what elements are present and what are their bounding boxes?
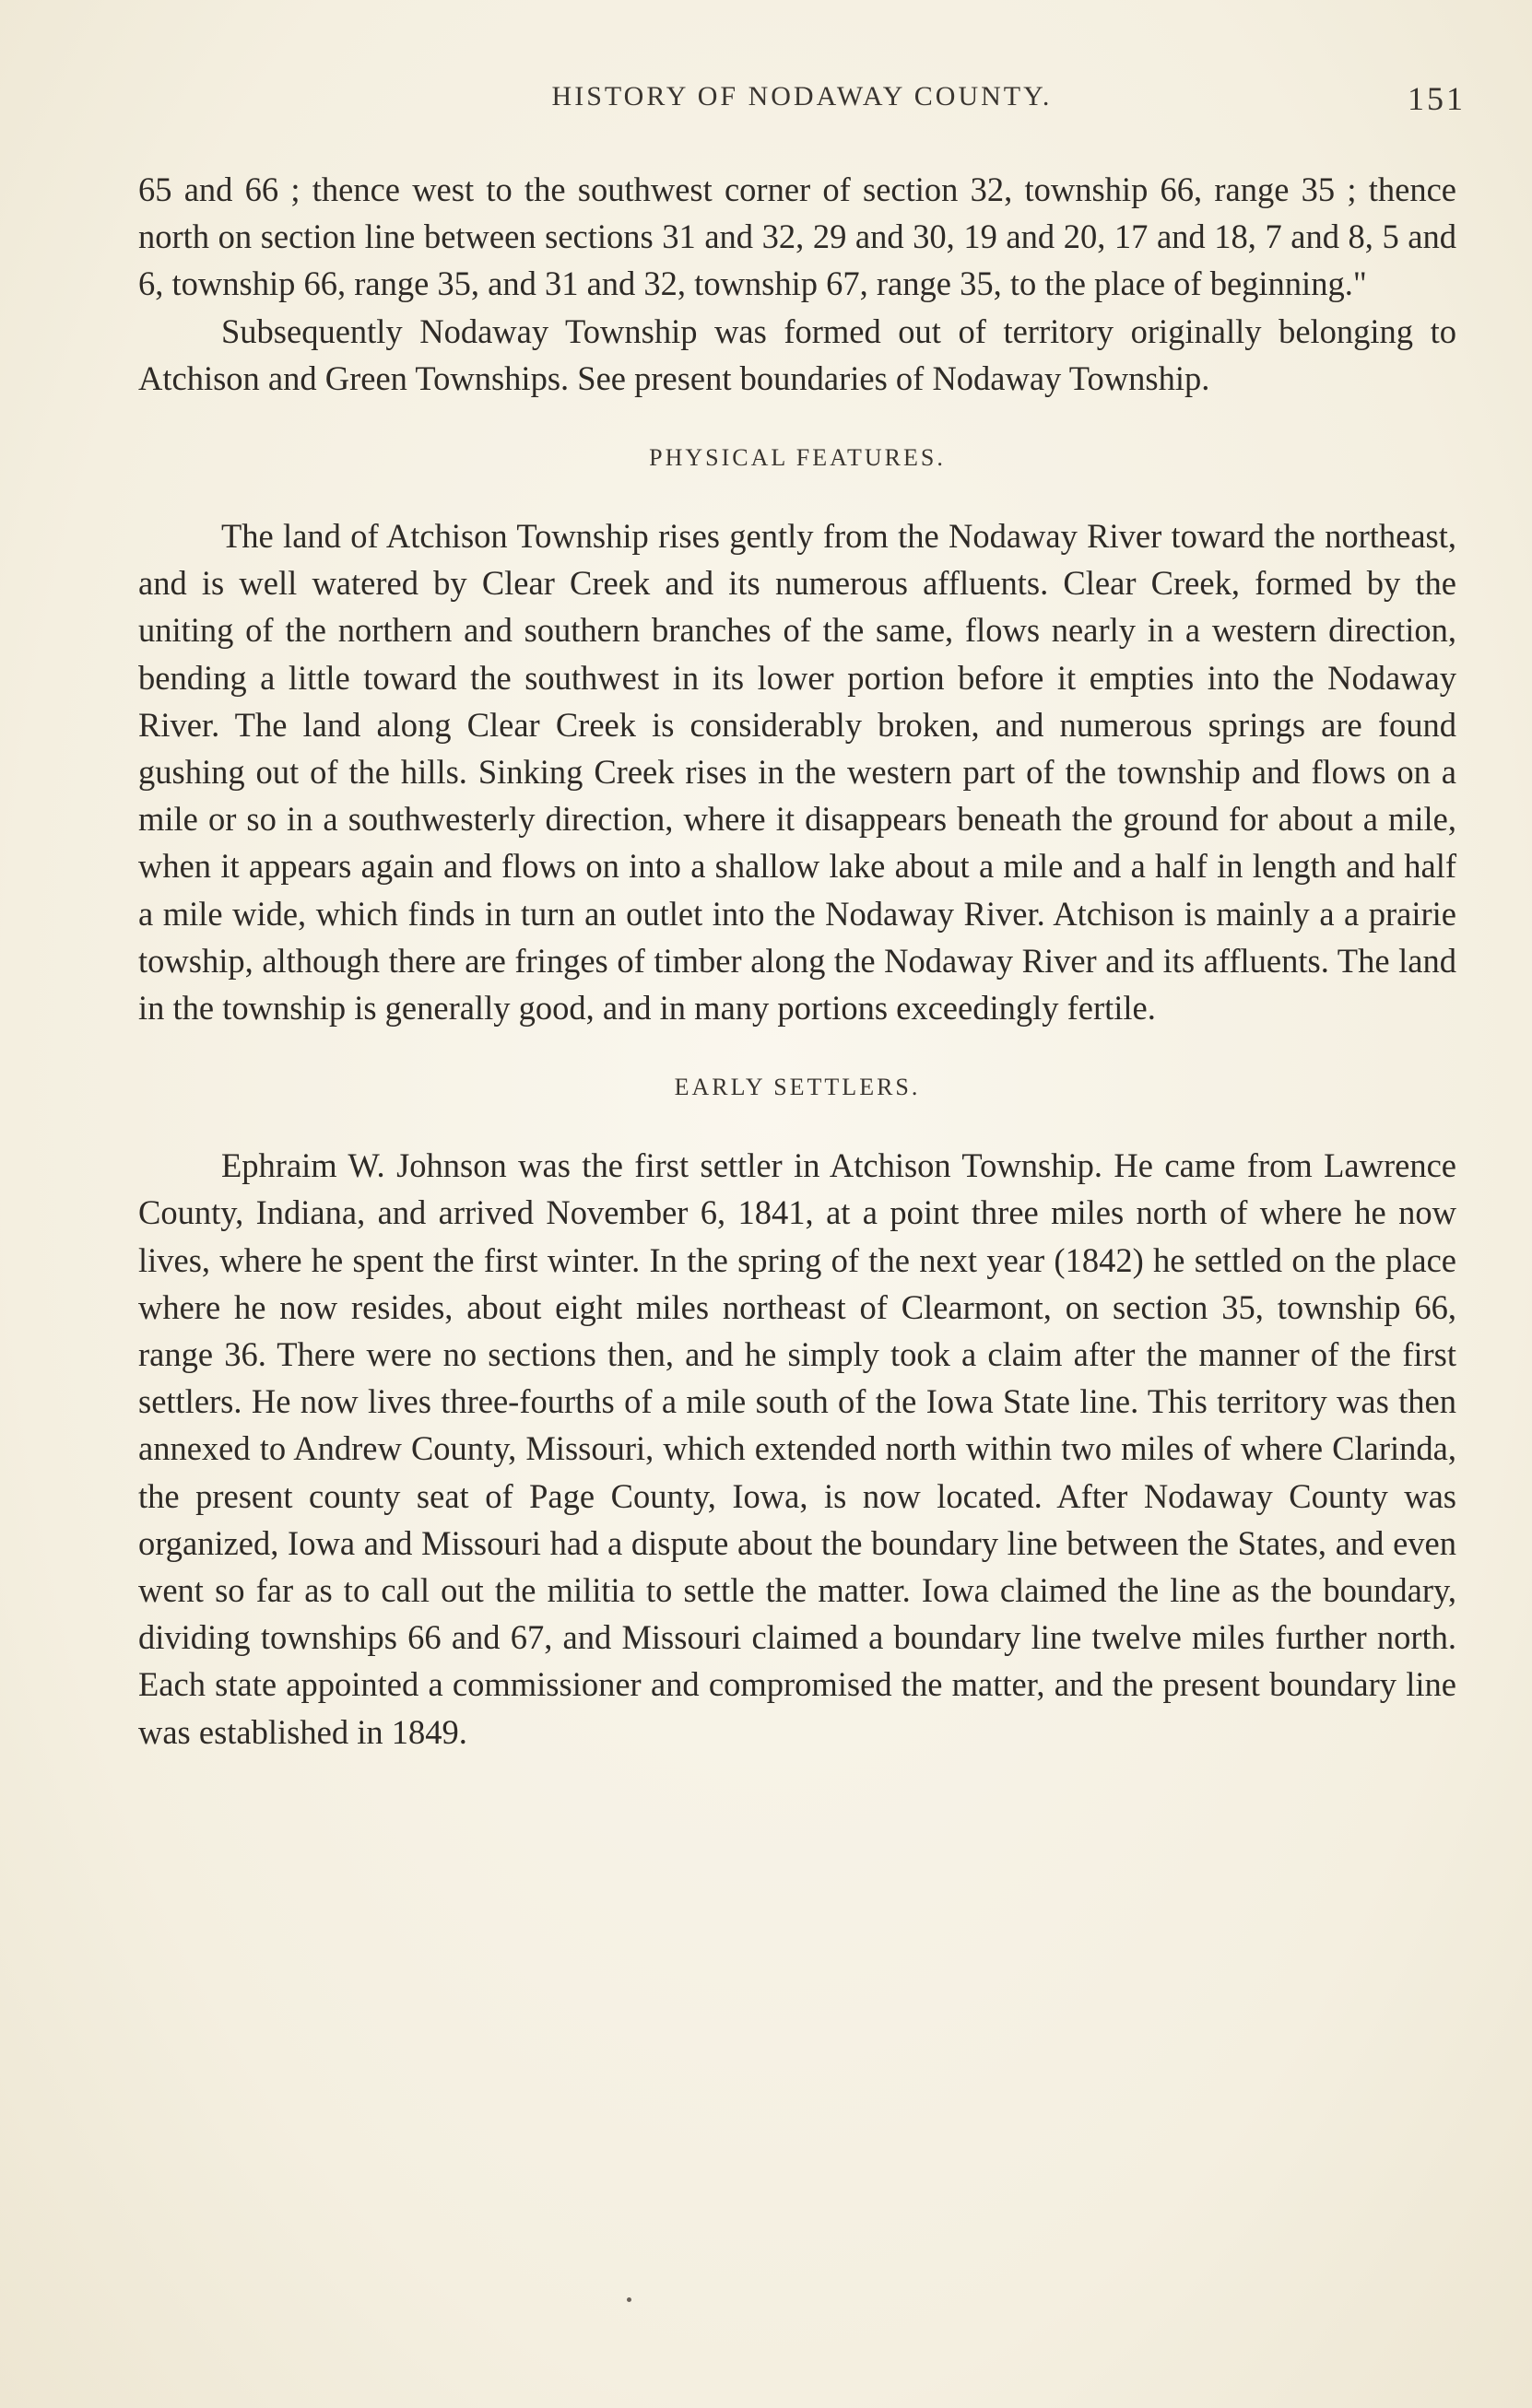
running-title: HISTORY OF NODAWAY COUNTY. (551, 81, 1053, 112)
paragraph-continued: 65 and 66 ; thence west to the southwest corner of section 32, township 66, range 35 ; thence north on section line between sections 31 and 32, 29 and 30, 19 and 20, 17 and 18, 7 and 8, 5 and 6, township 66, range 35, and 31 and 32, township 67, range 35, to the place of beginning." (138, 170, 1456, 303)
ink-speck (627, 2297, 631, 2302)
running-head (138, 81, 1466, 127)
heading-early-settlers: EARLY SETTLERS. (674, 1074, 921, 1101)
paragraph-physical-features: The land of Atchison Township rises gently from the Nodaway River toward the northeast, and is well watered by Clear Creek and its numerous affluents. Clear Creek, formed by the uniting of the northern and southern branches of the same, flows nearly in a western direction, bending a little toward the southwest in its lower portion before it empties into the Nodaway River. The land along Clear Creek is considerably broken, and numerous springs are found gushing out of the hills. Sinking Creek rises in the western part of the township and flows on a mile or so in a southwesterly direction, where it disappears beneath the ground for about a mile, when it appears again and flows on into a shallow lake about a mile and a half in length and half a mile wide, which finds in turn an outlet into the Nodaway River. Atchison is mainly a a prairie towship, although there are fringes of timber along the Nodaway River and its affluents. The land in the township is generally good, and in many portions exceedingly fertile. (138, 517, 1456, 1028)
paragraph-early-settlers: Ephraim W. Johnson was the first settler in Atchison Township. He came from Lawrence County, Indiana, and arrived November 6, 1841, at a point three miles north of where he now lives, where he spent the first winter. In the spring of the next year (1842) he settled on the place where he now resides, about eight miles northeast of Clearmont, on section 35, township 66, range 36. There were no sections then, and he simply took a claim after the manner of the first settlers. He now lives three-fourths of a mile south of the Iowa State line. This territory was then annexed to Andrew County, Missouri, which extended north within two miles of where Clarinda, the present county seat of Page County, Iowa, is now located. After Nodaway County was organized, Iowa and Missouri had a dispute about the boundary line between the States, and even went so far as to call out the militia to settle the matter. Iowa claimed the line as the boundary, dividing townships 66 and 67, and Missouri claimed a boundary line twelve miles further north. Each state appointed a commissioner and compromised the matter, and the present boundary line was established in 1849. (138, 1146, 1456, 1751)
paragraph-nodaway-township: Subsequently Nodaway Township was formed out of territory originally belonging to Atchison and Green Townships. See present boundaries of Nodaway Township. (138, 311, 1456, 397)
text-block (138, 166, 1456, 1756)
page-number: 151 (1408, 80, 1466, 117)
heading-physical-features: PHYSICAL FEATURES. (649, 444, 946, 472)
